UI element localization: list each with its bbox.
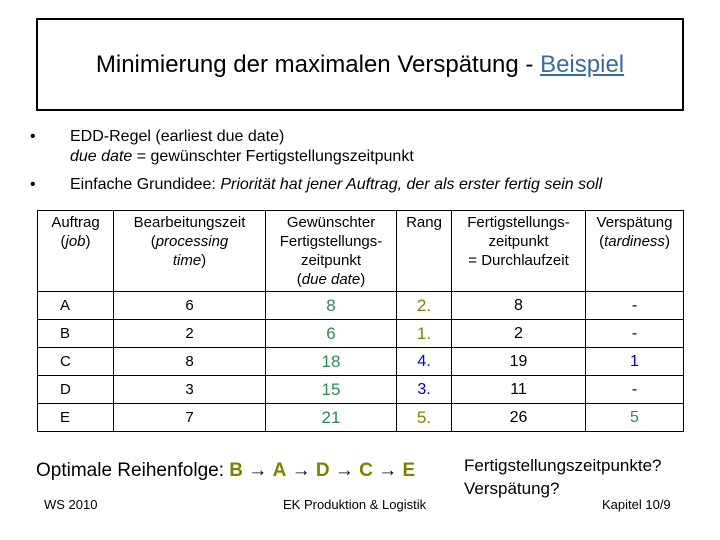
optimal-sequence <box>36 460 415 482</box>
cell-processing-time: 8 <box>114 348 266 376</box>
bullet-edd-rule <box>30 127 414 167</box>
edd-example-table <box>37 210 684 432</box>
arrow-icon: → <box>378 460 398 481</box>
cell-tardiness: 1 <box>586 348 684 376</box>
cell-rank: 1. <box>397 320 452 348</box>
sequence-job: B <box>229 460 244 481</box>
due-date-term: due date <box>70 148 133 165</box>
cell-rank: 2. <box>397 292 452 320</box>
cell-completion-time: 19 <box>452 348 586 376</box>
cell-tardiness: - <box>586 376 684 404</box>
header-job: Auftrag (job) <box>38 211 114 292</box>
title-link[interactable]: Beispiel <box>540 50 625 78</box>
cell-processing-time: 2 <box>114 320 266 348</box>
cell-job: C <box>38 348 114 376</box>
cell-due-date: 18 <box>266 348 397 376</box>
cell-processing-time: 3 <box>114 376 266 404</box>
question-text <box>464 454 662 500</box>
sequence-job: A <box>272 460 287 481</box>
header-rank: Rang <box>397 211 452 292</box>
due-date-definition: = gewünschter Fertigstellungszeitpunkt <box>132 148 414 165</box>
table-row <box>38 404 684 432</box>
header-processing-time: Bearbeitungszeit (processing time) <box>114 211 266 292</box>
cell-tardiness: - <box>586 320 684 348</box>
question-line1: Fertigstellungszeitpunkte? <box>464 456 662 475</box>
bullet-edd-line2 <box>70 147 414 167</box>
cell-tardiness: 5 <box>586 404 684 432</box>
footer-course: EK Produktion & Logistik <box>283 497 427 512</box>
table-header-row <box>38 211 684 292</box>
cell-due-date: 6 <box>266 320 397 348</box>
cell-job: B <box>38 320 114 348</box>
header-due-date: Gewünschter Fertigstellungs- zeitpunkt (due date) <box>266 211 397 292</box>
sequence-job: E <box>402 460 416 481</box>
basic-idea-prefix: Einfache Grundidee: <box>70 176 221 193</box>
bullet-edd-line1: EDD-Regel (earliest due date) <box>70 128 285 145</box>
cell-processing-time: 7 <box>114 404 266 432</box>
cell-due-date: 8 <box>266 292 397 320</box>
bullet-basic-idea <box>30 175 603 195</box>
cell-job: D <box>38 376 114 404</box>
arrow-icon: → <box>248 460 268 481</box>
table-row <box>38 348 684 376</box>
basic-idea-text: Priorität hat jener Auftrag, der als erster fertig sein soll <box>220 176 603 193</box>
cell-completion-time: 8 <box>452 292 586 320</box>
cell-job: E <box>38 404 114 432</box>
footer-chapter: Kapitel 10/9 <box>602 497 671 512</box>
cell-processing-time: 6 <box>114 292 266 320</box>
title-text: Minimierung der maximalen Verspätung - <box>95 50 534 78</box>
bullet-dot: • <box>30 128 36 145</box>
table-row <box>38 376 684 404</box>
cell-rank: 3. <box>397 376 452 404</box>
cell-completion-time: 11 <box>452 376 586 404</box>
cell-completion-time: 2 <box>452 320 586 348</box>
cell-job: A <box>38 292 114 320</box>
cell-rank: 5. <box>397 404 452 432</box>
sequence-label: Optimale Reihenfolge: <box>36 460 230 481</box>
sequence-job: C <box>359 460 373 481</box>
header-completion-time: Fertigstellungs- zeitpunkt = Durchlaufzeit <box>452 211 586 292</box>
header-tardiness: Verspätung (tardiness) <box>586 211 684 292</box>
arrow-icon: → <box>334 460 354 481</box>
table-row <box>38 320 684 348</box>
sequence-job: D <box>315 460 330 481</box>
bullet-dot: • <box>30 176 36 193</box>
cell-due-date: 21 <box>266 404 397 432</box>
slide-title <box>36 18 684 111</box>
question-line2: Verspätung? <box>464 479 560 498</box>
cell-rank: 4. <box>397 348 452 376</box>
footer-semester: WS 2010 <box>44 497 98 512</box>
arrow-icon: → <box>291 460 311 481</box>
table-row <box>38 292 684 320</box>
cell-completion-time: 26 <box>452 404 586 432</box>
cell-tardiness: - <box>586 292 684 320</box>
cell-due-date: 15 <box>266 376 397 404</box>
